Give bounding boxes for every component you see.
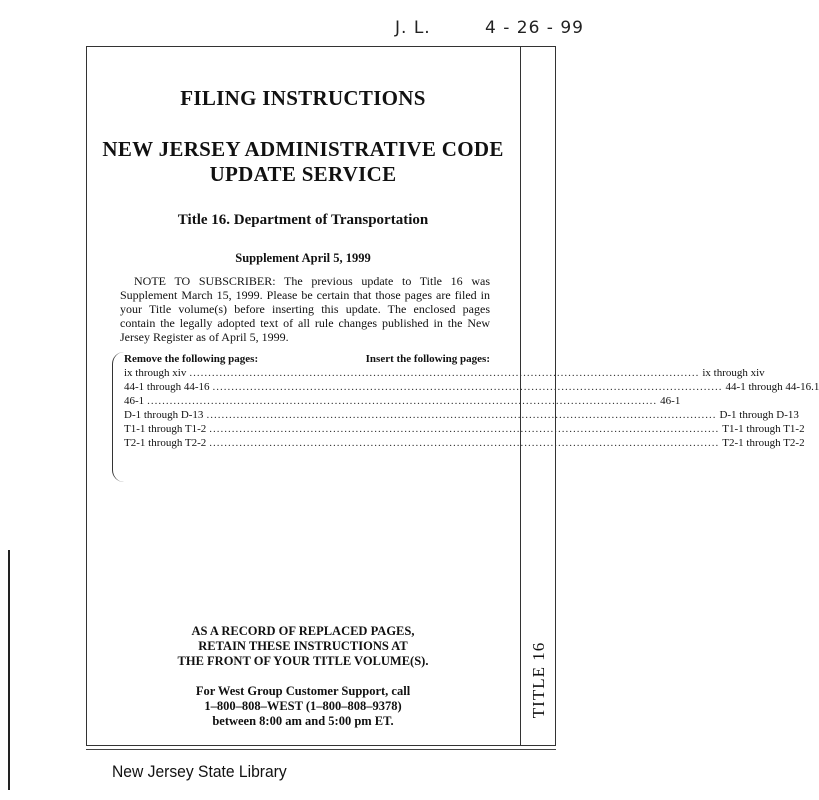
table-row	[124, 408, 799, 422]
bottom-rule	[86, 749, 556, 750]
customer-support	[96, 684, 510, 729]
remove-pages: T2-1 through T2-2	[124, 437, 207, 449]
remove-pages: D-1 through D-13	[124, 409, 204, 421]
insert-header: Insert the following pages:	[365, 353, 490, 365]
record-line-2: RETAIN THESE INSTRUCTIONS AT	[198, 639, 408, 653]
table-row	[124, 380, 819, 394]
dot-leader: ........................................................................................................................................	[209, 437, 720, 449]
dot-leader: ........................................................................................................................................	[189, 367, 700, 379]
code-title-line1: NEW JERSEY ADMINISTRATIVE CODE	[102, 137, 504, 161]
remove-header: Remove the following pages:	[124, 353, 259, 365]
handwritten-date: 4 - 26 - 99	[485, 18, 584, 38]
table-row	[124, 436, 805, 450]
pages-table	[124, 352, 819, 450]
table-row	[124, 394, 681, 408]
insert-pages: D-1 through D-13	[719, 409, 799, 421]
spine-label	[523, 620, 555, 740]
remove-pages: ix through xiv	[124, 367, 187, 379]
dot-leader: ........................................................................................................................................	[209, 423, 720, 435]
table-row	[124, 366, 765, 380]
support-line-1: For West Group Customer Support, call	[195, 684, 411, 698]
title-subtitle: Title 16. Department of Transportation	[177, 212, 429, 228]
insert-pages: 44-1 through 44-16.1	[725, 381, 819, 393]
pages-table-header	[124, 352, 490, 366]
spine-label-text: TITLE 16	[529, 641, 549, 719]
code-title	[96, 137, 510, 187]
subscriber-note: NOTE TO SUBSCRIBER: The previous update to Title 16 was Supplement March 15, 1999. Please be certain that those pages are filed in your Title volume(s) before inserting this update. The enclosed pages contain the legally adopted text of all rule changes published in the New Jersey Register as of April 5, 1999.	[120, 274, 490, 344]
handwritten-initials: J. L.	[395, 18, 431, 38]
record-line-3: THE FRONT OF YOUR TITLE VOLUME(S).	[177, 654, 429, 668]
dot-leader: ........................................................................................................................................	[206, 409, 717, 421]
insert-pages: T1-1 through T1-2	[722, 423, 805, 435]
dot-leader: ........................................................................................................................................	[212, 381, 723, 393]
page-title: FILING INSTRUCTIONS	[180, 86, 426, 110]
remove-pages: T1-1 through T1-2	[124, 423, 207, 435]
support-line-3: between 8:00 am and 5:00 pm ET.	[212, 714, 394, 728]
record-instructions	[96, 624, 510, 669]
code-title-line2: UPDATE SERVICE	[209, 162, 397, 186]
scan-edge-line	[8, 550, 10, 790]
remove-pages: 44-1 through 44-16	[124, 381, 210, 393]
insert-pages: T2-1 through T2-2	[722, 437, 805, 449]
insert-pages: 46-1	[660, 395, 681, 407]
document-body	[96, 46, 819, 450]
insert-pages: ix through xiv	[702, 367, 765, 379]
table-row	[124, 422, 805, 436]
record-line-1: AS A RECORD OF REPLACED PAGES,	[191, 624, 415, 638]
dot-leader: ........................................................................................................................................	[147, 395, 658, 407]
remove-pages: 46-1	[124, 395, 145, 407]
support-line-2: 1–800–808–WEST (1–800–808–9378)	[204, 699, 402, 713]
supplement-date: Supplement April 5, 1999	[235, 251, 371, 265]
library-stamp: New Jersey State Library	[112, 762, 287, 781]
